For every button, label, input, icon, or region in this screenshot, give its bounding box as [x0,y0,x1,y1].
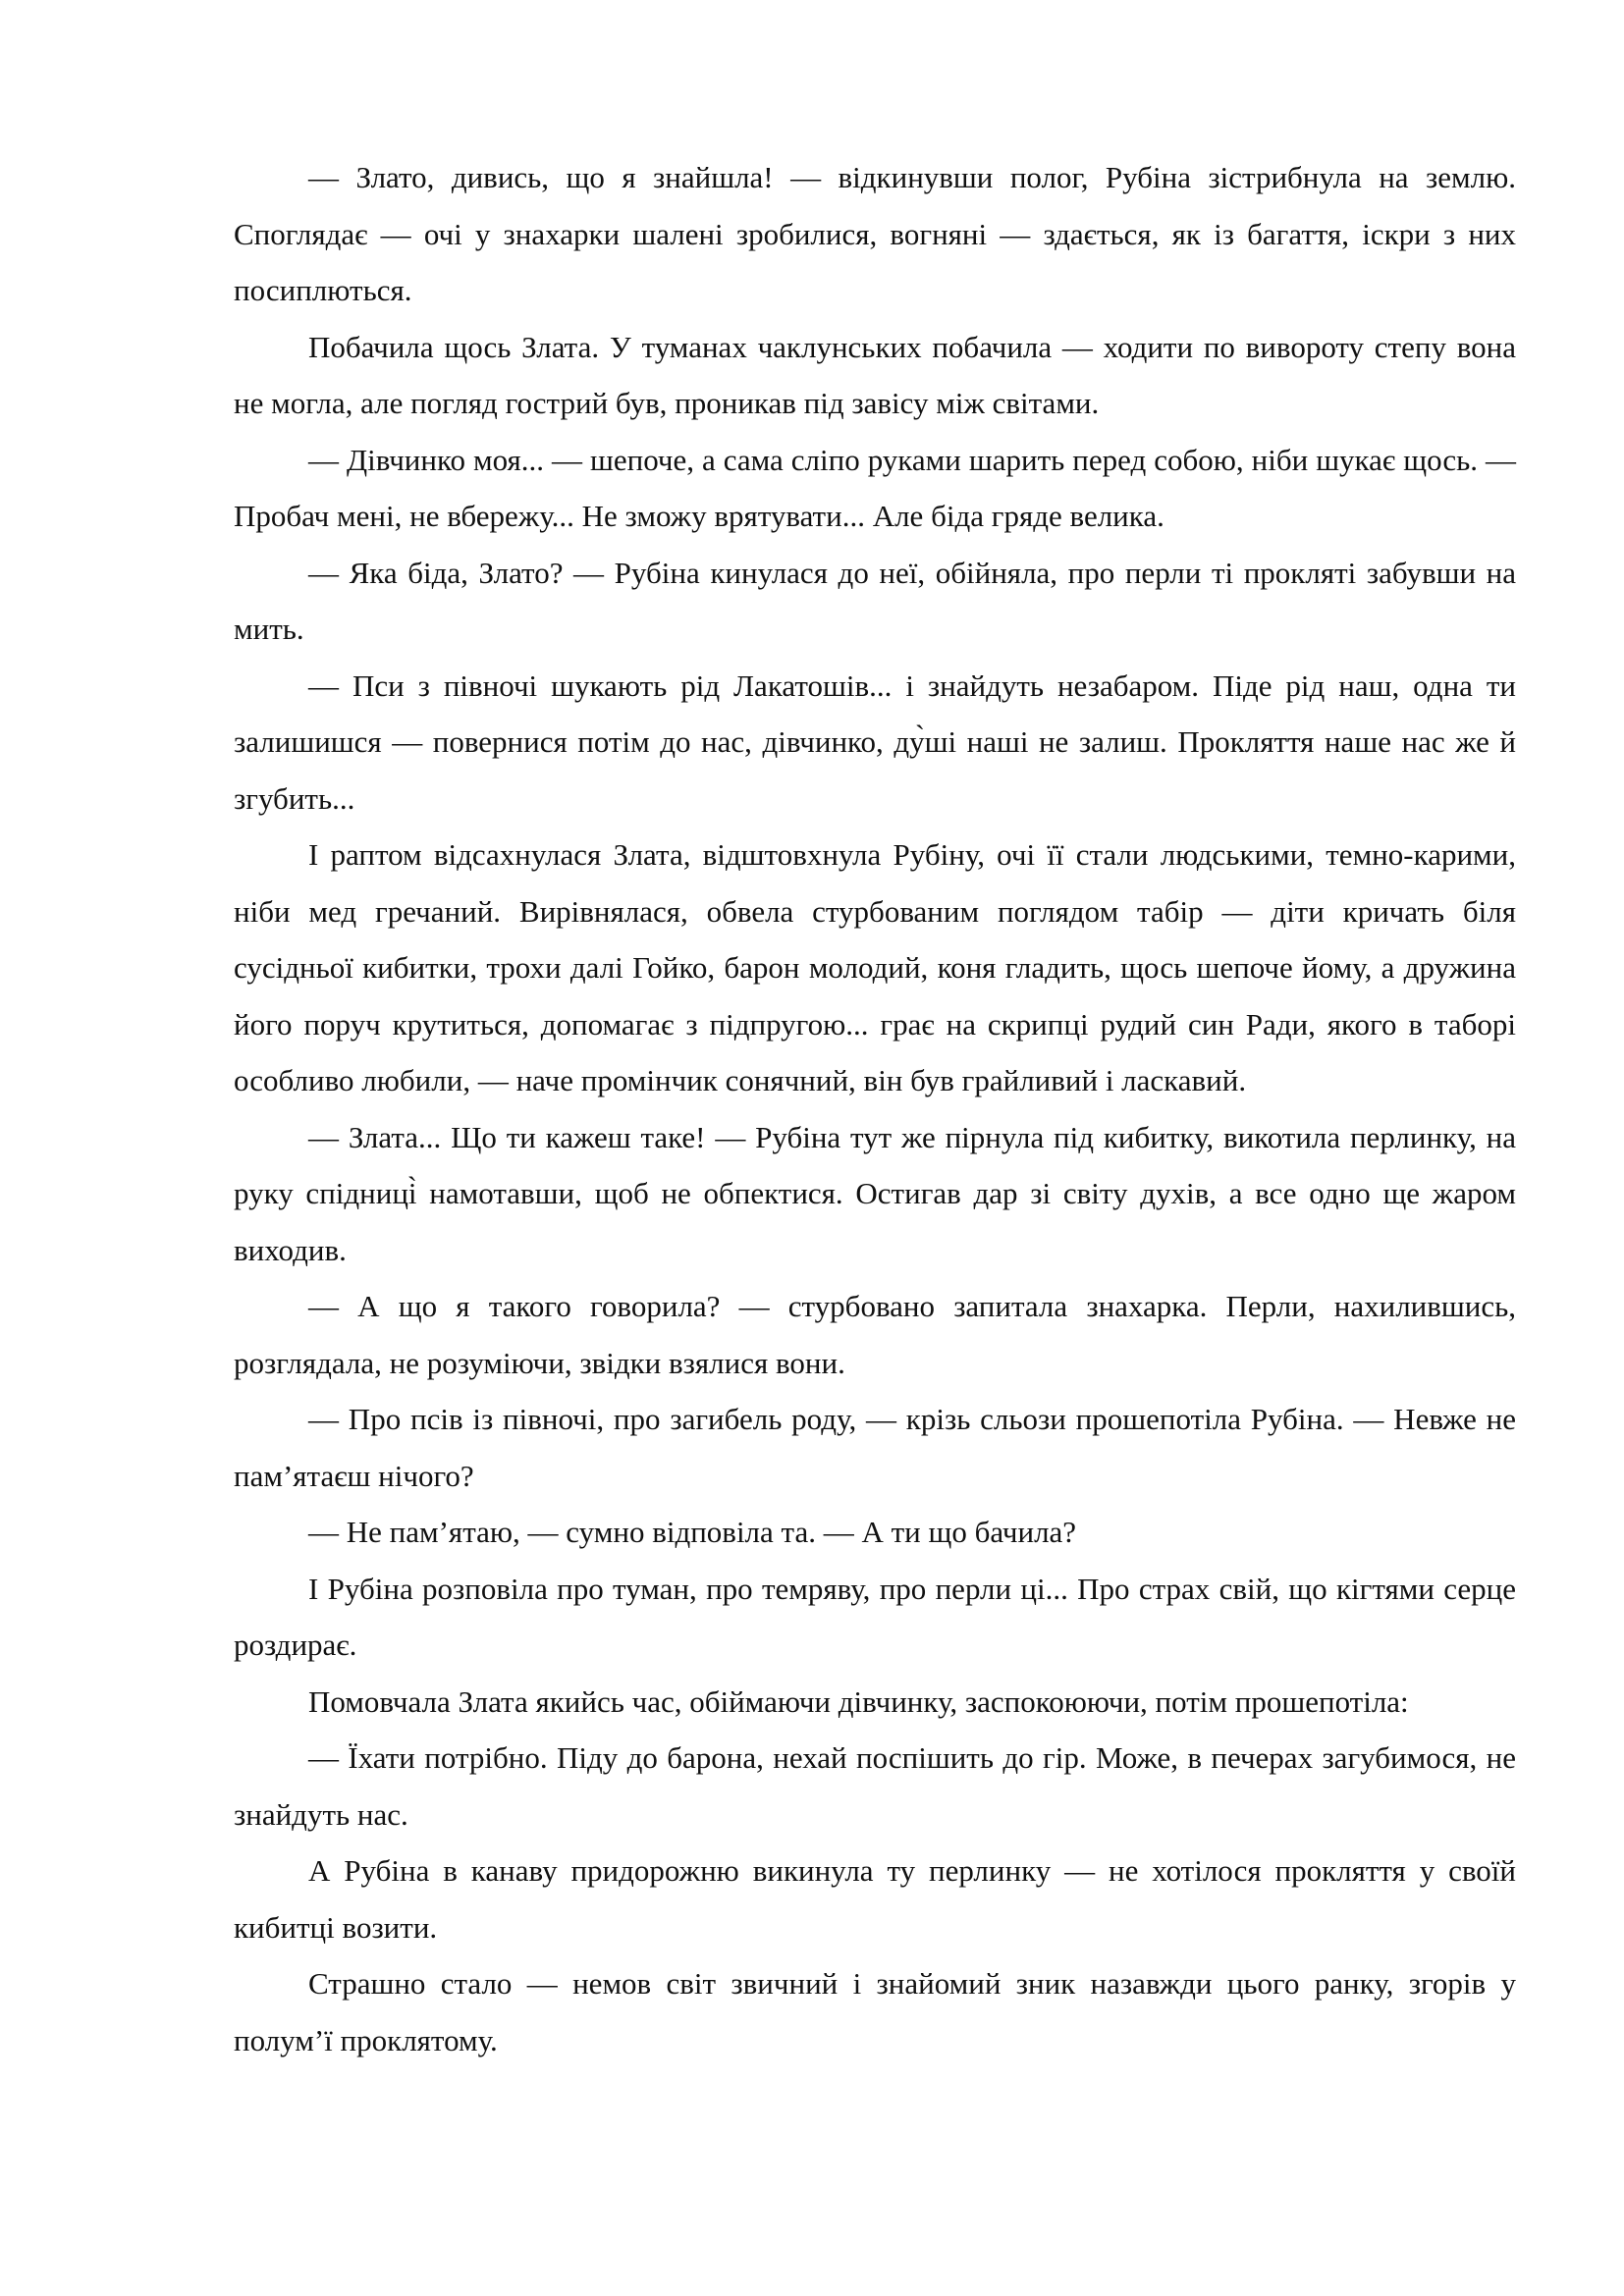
paragraph-3: — Дівчинко моя... — шепоче, а сама сліпо руками шарить перед собою, ніби шукає щось. — Пробач мені, не вбережу... Не зможу врятувати... Але біда гряде велика. [234,442,1516,533]
paragraph-8: — А що я такого говорила? — стурбовано запитала знахарка. Перли, нахилившись, розглядала, не розуміючи, звідки взялися вони. [234,1289,1516,1380]
paragraph-1: — Злато, дивись, що я знайшла! — відкинувши полог, Рубіна зістрибнула на землю. Споглядає — очі у знахарки шалені зробилися, вогняні — здається, як із багаття, іскри з них посиплються. [234,160,1516,307]
paragraph-4: — Яка біда, Злато? — Рубіна кинулася до неї, обійняла, про перли ті прокляті забувши на мить. [234,555,1516,646]
paragraph-11: І Рубіна розповіла про туман, про темряву, про перли ці... Про страх свій, що кігтями серце роздирає. [234,1571,1516,1662]
paragraph-15: Страшно стало — немов світ звичний і знайомий зник назавжди цього ранку, згорів у полум’ї проклятому. [234,1966,1516,2057]
paragraph-13: — Їхати потрібно. Піду до барона, нехай поспішить до гір. Може, в печерах загубимося, не знайдуть нас. [234,1740,1516,1832]
paragraph-10: — Не пам’ятаю, — сумно відповіла та. — А ти що бачила? [308,1515,1077,1549]
paragraph-5: — Пси з півночі шукають рід Лакатошів... і знайдуть незабаром. Піде рід наш, одна ти залишишся — повернися потім до нас, дівчинко, ду̀ші наші не залиш. Прокляття наше нас же й згубить... [234,667,1516,816]
paragraph-14: А Рубіна в канаву придорожню викинула ту перлинку — не хотілося прокляття у своїй кибитці возити. [234,1853,1516,1945]
paragraph-2: Побачила щось Злата. У туманах чаклунських побачила — ходити по вивороту степу вона не могла, але погляд гострий був, проникав під завісу між світами. [234,329,1516,420]
paragraph-6: І раптом відсахнулася Злата, відштовхнула Рубіну, очі її стали людськими, темно-карими, ніби мед гречаний. Вирівнялася, обвела стурбованим поглядом табір — діти кричать біля сусідньої кибитки, трохи далі Гойко, барон молодий, коня гладить, щось шепоче йому, а дружина його поруч крутиться, допомагає з підпругою... грає на скрипці рудий син Ради, якого в таборі особливо любили, — наче промінчик сонячний, він був грайливий і ласкавий. [234,837,1516,1097]
text-body [234,149,1516,2068]
paragraph-9: — Про псів із півночі, про загибель роду, — крізь сльози прошепотіла Рубіна. — Невже не пам’ятаєш нічого? [234,1402,1516,1493]
paragraph-7: — Злата... Що ти кажеш таке! — Рубіна тут же пірнула під кибитку, викотила перлинку, на руку спідниці̀ намотавши, щоб не обпектися. Остигав дар зі світу духів, а все одно ще жаром виходив. [234,1119,1516,1267]
paragraph-12: Помовчала Злата якийсь час, обіймаючи дівчинку, заспокоюючи, потім прошепотіла: [308,1683,1409,1719]
